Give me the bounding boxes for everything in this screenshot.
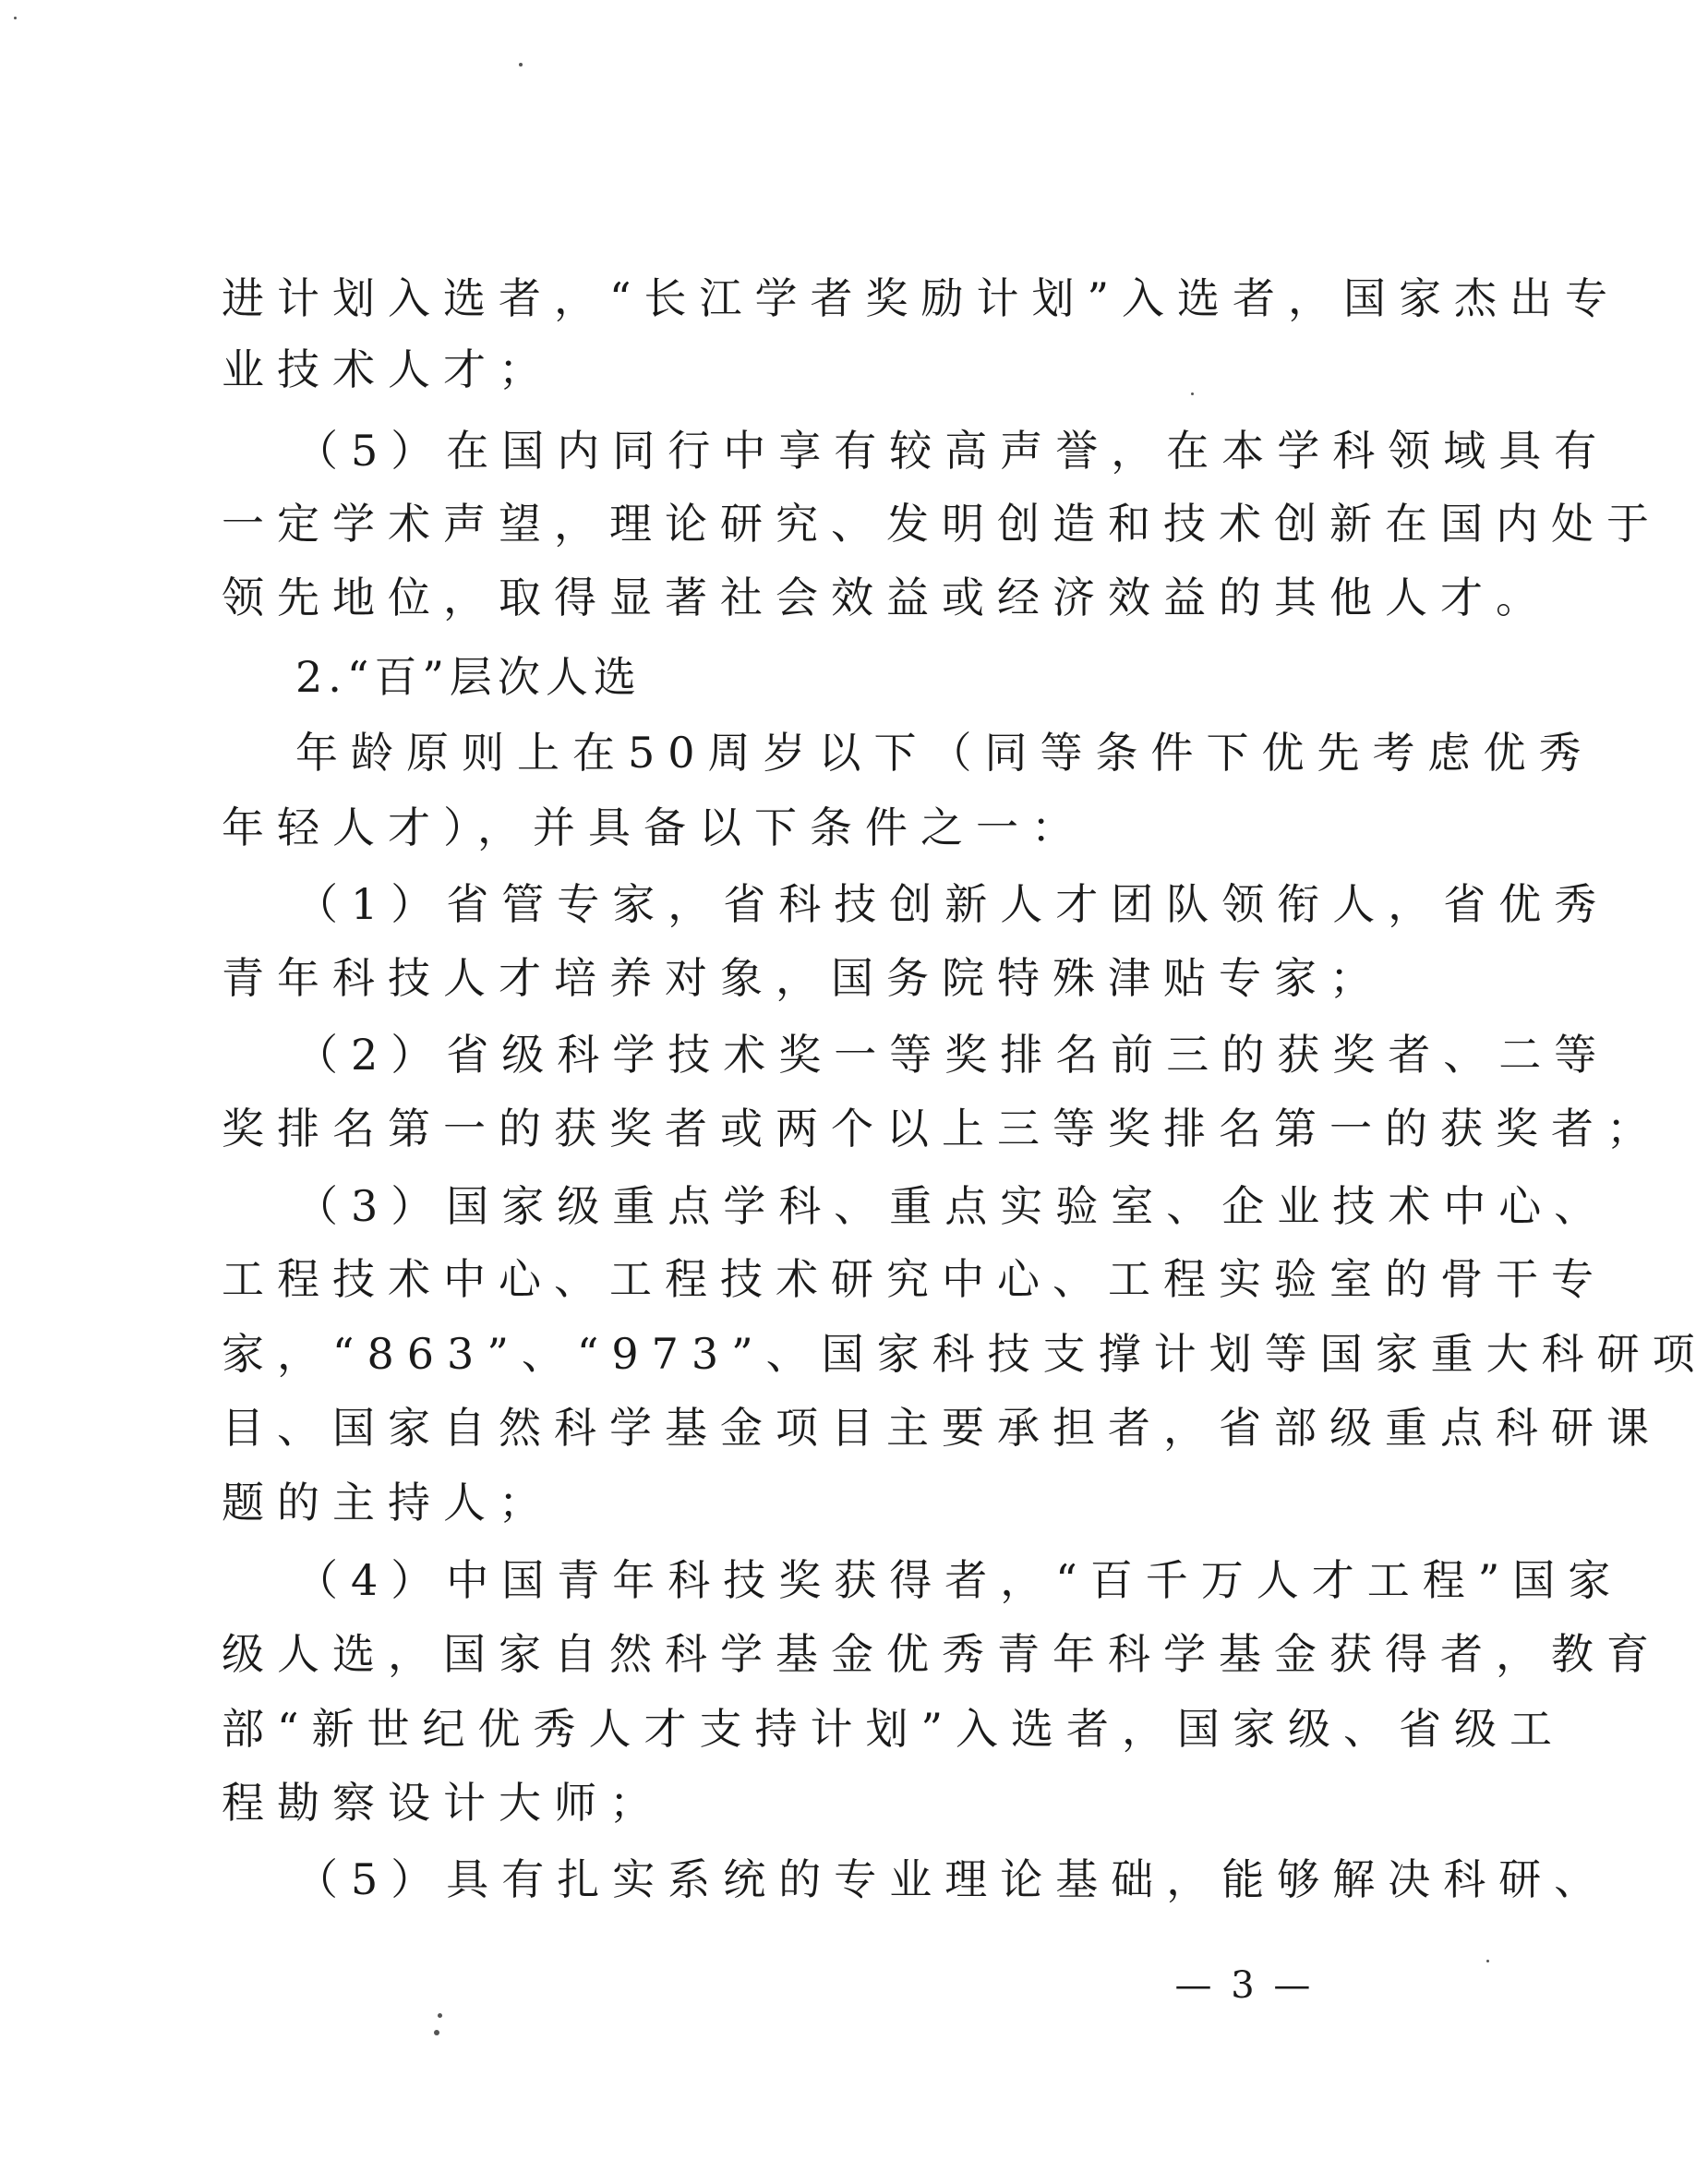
body-text-line: 家，“863”、“973”、国家科技支撑计划等国家重大科研项 (222, 1329, 1708, 1379)
body-text-line: 部“新世纪优秀人才支持计划”入选者，国家级、省级工 (222, 1704, 1566, 1754)
scan-speck (14, 17, 17, 19)
body-text-line: 奖排名第一的获奖者或两个以上三等奖排名第一的获奖者； (222, 1104, 1662, 1153)
scan-speck (438, 2013, 442, 2018)
scan-speck (519, 63, 523, 66)
body-text-line: （1）省管专家，省科技创新人才团队领衔人，省优秀 (295, 879, 1610, 929)
section-heading: 2.“百”层次人选 (295, 652, 642, 702)
body-text-line: （3）国家级重点学科、重点实验室、企业技术中心、 (295, 1181, 1610, 1231)
body-text-line: 青年科技人才培养对象，国务院特殊津贴专家； (222, 953, 1385, 1003)
body-text-line: 级人选，国家自然科学基金优秀青年科学基金获得者，教育 (222, 1629, 1662, 1679)
body-text-line: （4）中国青年科技奖获得者，“百千万人才工程”国家 (295, 1555, 1624, 1605)
body-text-line: 进计划入选者，“长江学者奖励计划”入选者，国家杰出专 (222, 273, 1621, 323)
scan-speck (434, 2030, 439, 2035)
body-text-line: 领先地位，取得显著社会效益或经济效益的其他人才。 (222, 573, 1551, 622)
body-text-line: 目、国家自然科学基金项目主要承担者，省部级重点科研课 (222, 1403, 1662, 1453)
page-number: — 3 — (1174, 1964, 1315, 2007)
body-text-line: 一定学术声望，理论研究、发明创造和技术创新在国内处于 (222, 499, 1662, 549)
body-text-line: 年龄原则上在50周岁以下（同等条件下优先考虑优秀 (295, 728, 1594, 778)
body-text-line: 题的主持人； (222, 1478, 554, 1527)
scan-speck (1486, 1960, 1489, 1962)
body-text-line: （5）具有扎实系统的专业理论基础，能够解决科研、 (295, 1854, 1610, 1904)
body-text-line: （2）省级科学技术奖一等奖排名前三的获奖者、二等 (295, 1030, 1610, 1080)
scan-speck (1191, 392, 1194, 395)
body-text-line: （5）在国内同行中享有较高声誉，在本学科领域具有 (295, 426, 1610, 476)
body-text-line: 工程技术中心、工程技术研究中心、工程实验室的骨干专 (222, 1254, 1606, 1304)
body-text-line: 程勘察设计大师； (222, 1778, 665, 1828)
body-text-line: 业技术人才； (222, 344, 554, 394)
body-text-line: 年轻人才），并具备以下条件之一： (222, 803, 1087, 852)
